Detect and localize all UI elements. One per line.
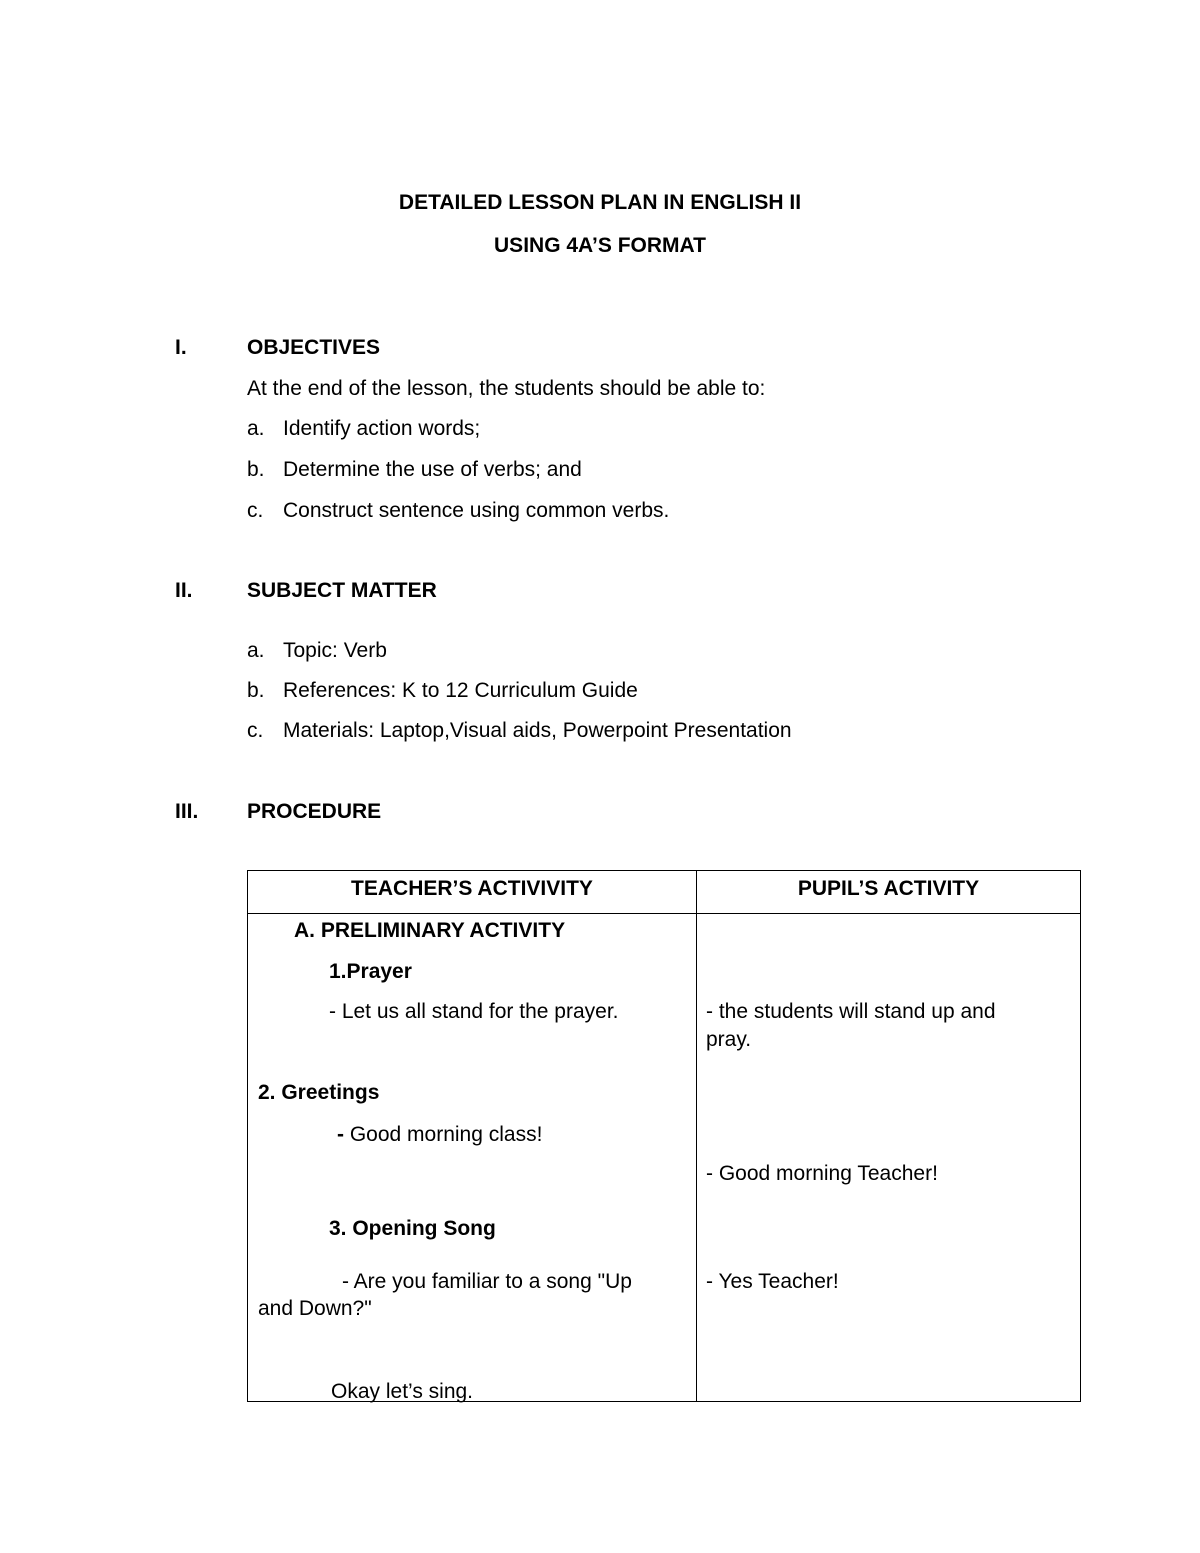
section-heading-objectives: OBJECTIVES xyxy=(247,336,381,359)
column-header-pupil: PUPIL’S ACTIVITY xyxy=(797,877,980,900)
list-item xyxy=(247,500,669,521)
section-number-procedure: III. xyxy=(175,800,199,823)
document-title: DETAILED LESSON PLAN IN ENGLISH II xyxy=(398,191,802,214)
prayer-heading: 1.Prayer xyxy=(329,960,412,983)
opening-song-heading: 3. Opening Song xyxy=(329,1217,496,1240)
greetings-text xyxy=(337,1121,542,1148)
column-divider xyxy=(696,871,697,1401)
list-item-label: b. xyxy=(247,458,265,481)
pupil-prayer-response-line2: pray. xyxy=(706,1028,752,1051)
list-item-label: c. xyxy=(247,499,264,522)
header-divider xyxy=(248,913,1080,914)
column-header-teacher: TEACHER’S ACTIVIVITY xyxy=(351,877,593,900)
list-item-text: References: K to 12 Curriculum Guide xyxy=(283,679,638,702)
pupil-song-response: - Yes Teacher! xyxy=(706,1270,839,1293)
list-item xyxy=(247,640,387,661)
song-question-line1: - Are you familiar to a song "Up xyxy=(342,1270,632,1293)
greetings-line: Good morning class! xyxy=(344,1123,543,1146)
prayer-text: - Let us all stand for the prayer. xyxy=(329,1000,619,1023)
preliminary-activity-heading: A. PRELIMINARY ACTIVITY xyxy=(294,919,566,942)
pupil-prayer-response-line1: - the students will stand up and xyxy=(706,1000,996,1023)
section-heading-subject-matter: SUBJECT MATTER xyxy=(247,579,437,602)
list-item-label: c. xyxy=(247,719,264,742)
greetings-heading: 2. Greetings xyxy=(258,1081,380,1104)
list-item-label: a. xyxy=(247,639,265,662)
list-item-text: Topic: Verb xyxy=(283,639,387,662)
list-item xyxy=(247,418,480,439)
document-subtitle: USING 4A’S FORMAT xyxy=(494,234,706,257)
list-item-label: a. xyxy=(247,417,265,440)
list-item xyxy=(247,680,638,701)
list-item-text: Construct sentence using common verbs. xyxy=(283,499,670,522)
list-item-text: Determine the use of verbs; and xyxy=(283,458,582,481)
objectives-intro: At the end of the lesson, the students should be able to: xyxy=(247,377,766,400)
list-item-text: Identify action words; xyxy=(283,417,481,440)
section-number-subject-matter: II. xyxy=(175,579,193,602)
list-item xyxy=(247,720,792,741)
procedure-table xyxy=(247,870,1081,1402)
song-question-line2: and Down?" xyxy=(258,1297,372,1320)
list-item xyxy=(247,459,582,480)
sing-text: Okay let’s sing. xyxy=(331,1380,474,1403)
section-heading-procedure: PROCEDURE xyxy=(247,800,382,823)
greetings-dash: - xyxy=(337,1123,344,1146)
list-item-text: Materials: Laptop,Visual aids, Powerpoint Presentation xyxy=(283,719,792,742)
pupil-greeting-response: - Good morning Teacher! xyxy=(706,1162,938,1185)
section-number-objectives: I. xyxy=(175,336,187,359)
list-item-label: b. xyxy=(247,679,265,702)
